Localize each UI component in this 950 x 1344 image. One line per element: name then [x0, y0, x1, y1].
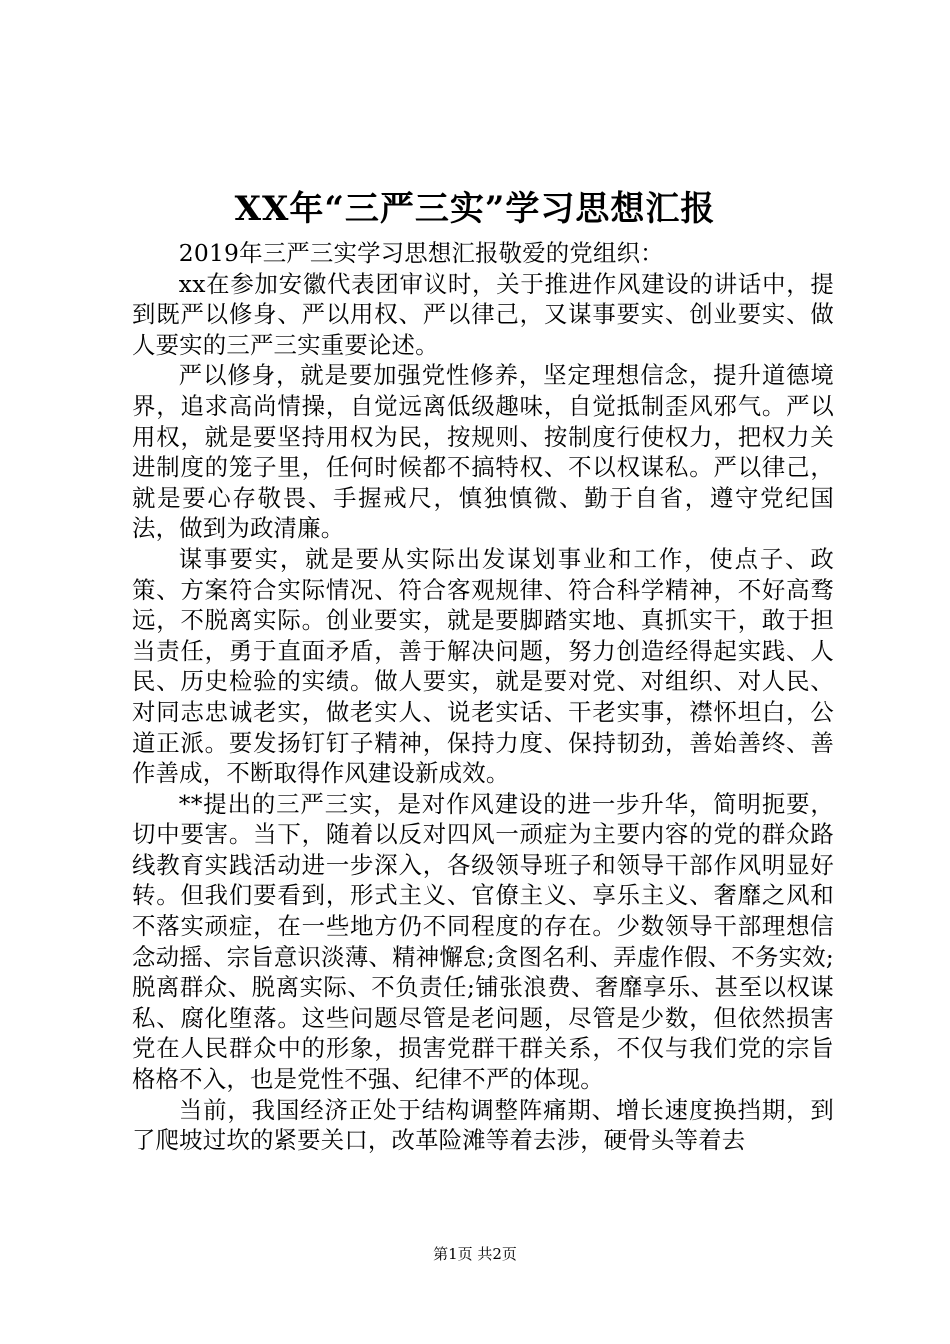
paragraph-three-solid: 谋事要实，就是要从实际出发谋划事业和工作，使点子、政策、方案符合实际情况、符合客观规律、符合科学精神，不好高骛远，不脱离实际。创业要实，就是要脚踏实地、真抓实干，敢于担当责任，勇于直面矛盾，善于解决问题，努力创造经得起实践、人民、历史检验的实绩。做人要实，就是要对党、对组织、对人民、对同志忠诚老实，做老实人、说老实话、干老实事，襟怀坦白，公道正派。要发扬钉钉子精神，保持力度、保持韧劲，善始善终、善作善成，不断取得作风建设新成效。 [132, 544, 834, 788]
paragraph-current: 当前，我国经济正处于结构调整阵痛期、增长速度换挡期，到了爬坡过坎的紧要关口，改革险滩等着去涉，硬骨头等着去 [132, 1095, 834, 1155]
paragraph-significance: **提出的三严三实，是对作风建设的进一步升华，简明扼要，切中要害。当下，随着以反对四风一顽症为主要内容的党的群众路线教育实践活动进一步深入，各级领导班子和领导干部作风明显好转。但我们要看到，形式主义、官僚主义、享乐主义、奢靡之风和不落实顽症，在一些地方仍不同程度的存在。少数领导干部理想信念动摇、宗旨意识淡薄、精神懈怠;贪图名利、弄虚作假、不务实效;脱离群众、脱离实际、不负责任;铺张浪费、奢靡享乐、甚至以权谋私、腐化堕落。这些问题尽管是老问题，尽管是少数，但依然损害党在人民群众中的形象，损害党群干群关系，不仅与我们党的宗旨格格不入，也是党性不强、纪律不严的体现。 [132, 789, 834, 1094]
page-number-footer: 第1页 共2页 [433, 1245, 517, 1263]
paragraph-salutation: 2019年三严三实学习思想汇报敬爱的党组织： [178, 239, 664, 267]
paragraph-three-strict: 严以修身，就是要加强党性修养，坚定理想信念，提升道德境界，追求高尚情操，自觉远离低级趣味，自觉抵制歪风邪气。严以用权，就是要坚持用权为民，按规则、按制度行使权力，把权力关进制度的笼子里，任何时候都不搞特权、不以权谋私。严以律己，就是要心存敬畏、手握戒尺，慎独慎微、勤于自省，遵守党纪国法，做到为政清廉。 [132, 361, 834, 543]
document-title: XX年“三严三实”学习思想汇报 [234, 189, 716, 229]
document-body [132, 238, 834, 1156]
paragraph-intro: xx在参加安徽代表团审议时，关于推进作风建设的讲话中，提到既严以修身、严以用权、严以律己，又谋事要实、创业要实、做人要实的三严三实重要论述。 [132, 269, 834, 359]
